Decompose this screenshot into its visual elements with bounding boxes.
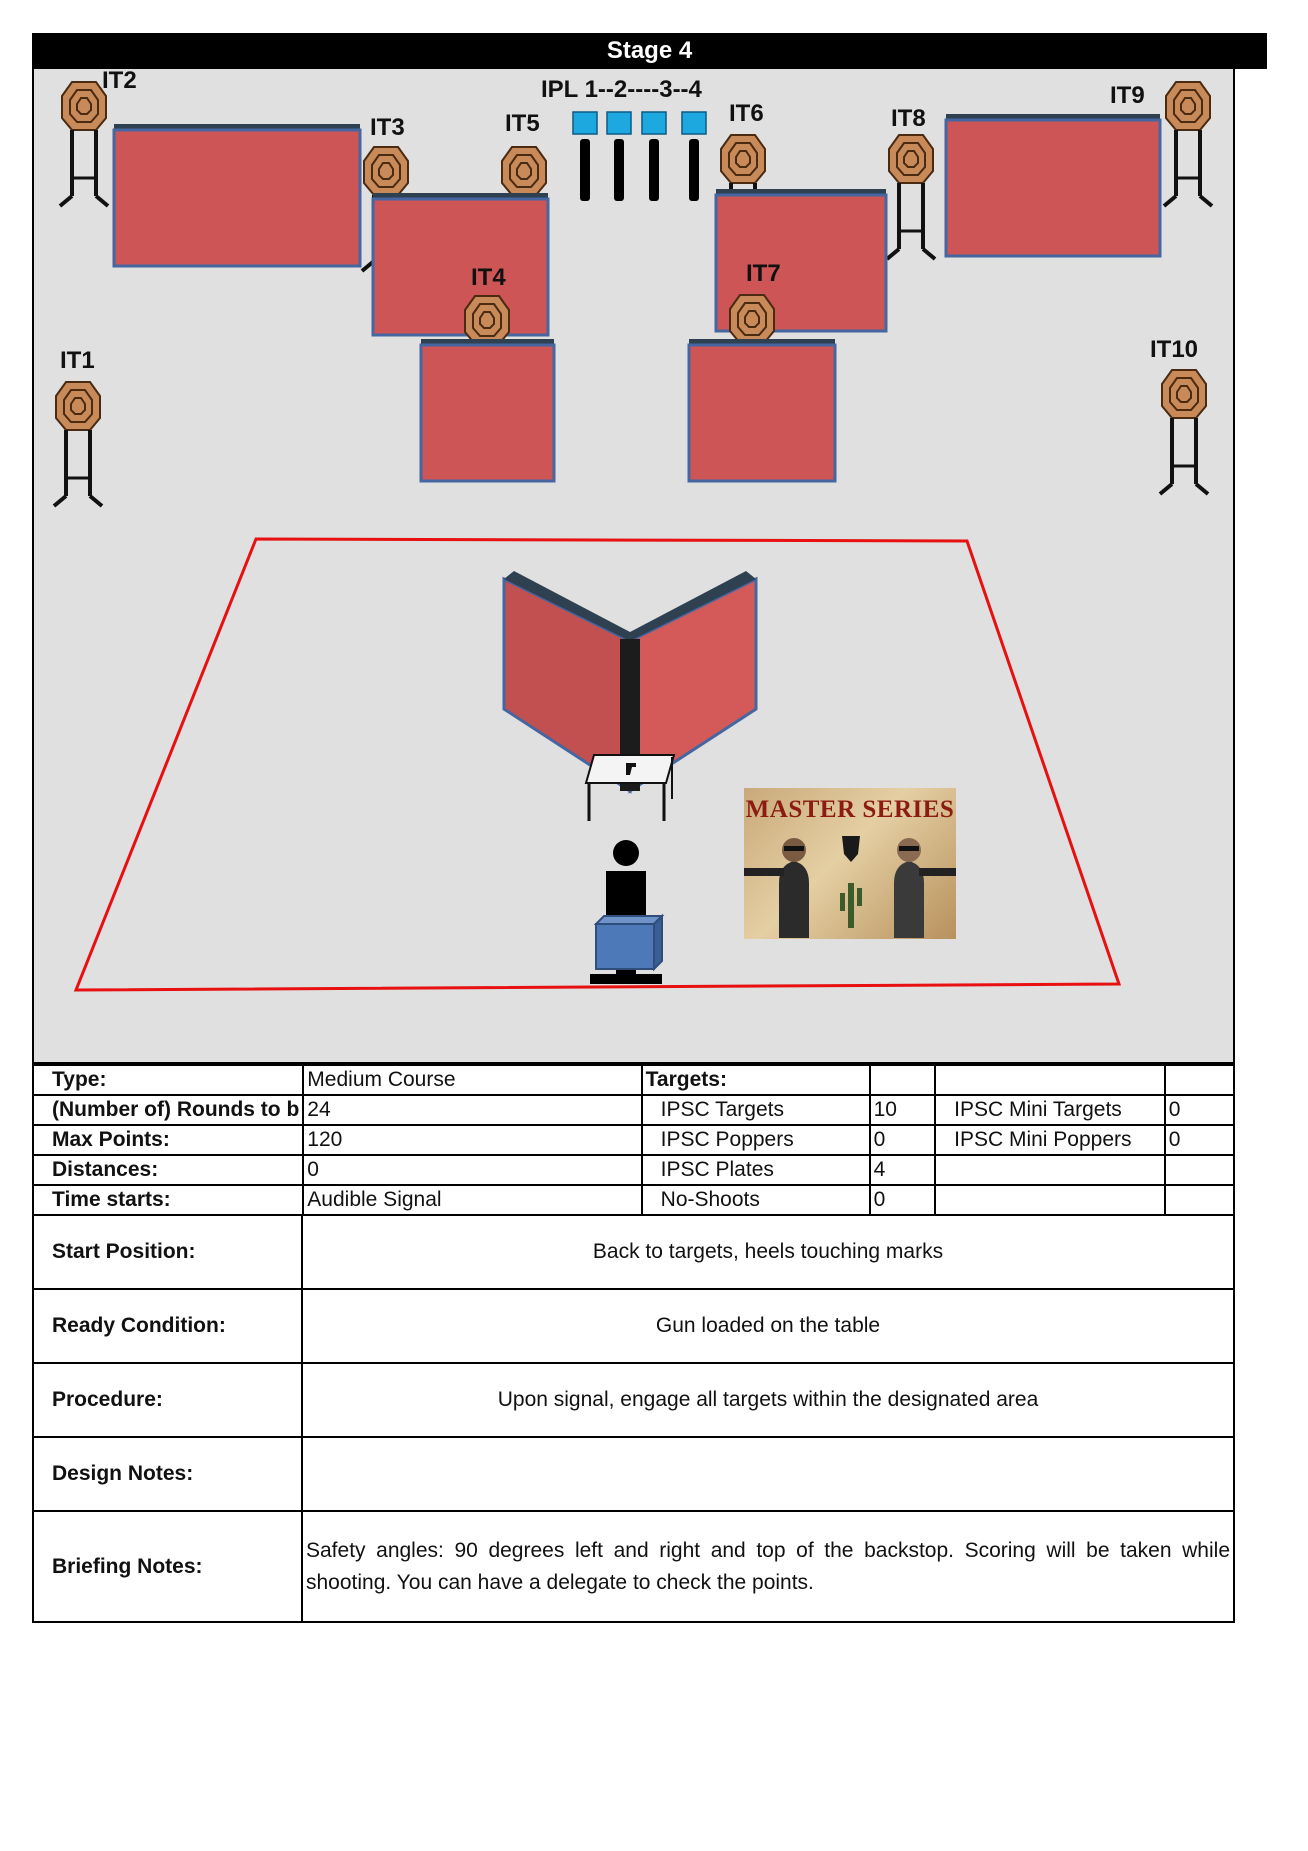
start-position-value: Back to targets, heels touching marks bbox=[302, 1215, 1234, 1289]
stage-diagram bbox=[32, 69, 1235, 1064]
briefing-notes-label: Briefing Notes: bbox=[33, 1511, 302, 1622]
ipsc-plates-value: 4 bbox=[870, 1155, 936, 1185]
label-ipl: IPL 1--2----3--4 bbox=[541, 76, 702, 103]
ipsc-mini-targets-label: IPSC Mini Targets bbox=[935, 1095, 1165, 1125]
wall-front-right bbox=[689, 339, 835, 481]
rounds-label: (Number of) Rounds to b bbox=[33, 1095, 303, 1125]
start-position-label: Start Position: bbox=[33, 1215, 302, 1289]
time-value: Audible Signal bbox=[303, 1185, 641, 1215]
time-label: Time starts: bbox=[33, 1185, 303, 1215]
ipsc-mini-targets-value: 0 bbox=[1165, 1095, 1234, 1125]
rounds-value: 24 bbox=[303, 1095, 641, 1125]
type-value: Medium Course bbox=[303, 1065, 641, 1095]
plates-ipl bbox=[573, 112, 706, 201]
label-it1: IT1 bbox=[60, 347, 95, 374]
stage-title: Stage 4 bbox=[32, 33, 1267, 69]
logo-text: MASTER SERIES bbox=[745, 796, 955, 823]
points-value: 120 bbox=[303, 1125, 641, 1155]
target-it10 bbox=[1160, 370, 1208, 494]
ipsc-plates-label: IPSC Plates bbox=[642, 1155, 870, 1185]
ipsc-poppers-value: 0 bbox=[870, 1125, 936, 1155]
target-it9 bbox=[1164, 82, 1212, 206]
target-it8 bbox=[887, 135, 935, 259]
label-it9: IT9 bbox=[1110, 82, 1145, 109]
ipsc-mini-poppers-label: IPSC Mini Poppers bbox=[935, 1125, 1165, 1155]
ipsc-poppers-label: IPSC Poppers bbox=[642, 1125, 870, 1155]
distances-label: Distances: bbox=[33, 1155, 303, 1185]
targets-label: Targets: bbox=[642, 1065, 870, 1095]
notes-table bbox=[32, 1214, 1235, 1623]
master-series-logo bbox=[744, 788, 956, 939]
label-it8: IT8 bbox=[891, 105, 926, 132]
wall-front-left bbox=[421, 339, 554, 481]
target-it1 bbox=[54, 382, 102, 506]
briefing-notes-value: Safety angles: 90 degrees left and right and top of the backstop. Scoring will be taken while shooting. You can have a delegate to check the points. bbox=[302, 1511, 1234, 1622]
label-it6: IT6 bbox=[729, 100, 764, 127]
wall-mid-left bbox=[373, 193, 548, 335]
procedure-label: Procedure: bbox=[33, 1363, 302, 1437]
target-it2 bbox=[60, 82, 108, 206]
type-label: Type: bbox=[33, 1065, 303, 1095]
ready-condition-value: Gun loaded on the table bbox=[302, 1289, 1234, 1363]
points-label: Max Points: bbox=[33, 1125, 303, 1155]
label-it3: IT3 bbox=[370, 114, 405, 141]
wall-back-right bbox=[946, 114, 1160, 256]
ipsc-targets-value: 10 bbox=[870, 1095, 936, 1125]
distances-value: 0 bbox=[303, 1155, 641, 1185]
ipsc-targets-label: IPSC Targets bbox=[642, 1095, 870, 1125]
design-notes-value bbox=[302, 1437, 1234, 1511]
design-notes-label: Design Notes: bbox=[33, 1437, 302, 1511]
no-shoots-value: 0 bbox=[870, 1185, 936, 1215]
procedure-value: Upon signal, engage all targets within the designated area bbox=[302, 1363, 1234, 1437]
label-it5: IT5 bbox=[505, 110, 540, 137]
shooter-figure bbox=[590, 840, 662, 984]
ready-condition-label: Ready Condition: bbox=[33, 1289, 302, 1363]
label-it2: IT2 bbox=[102, 69, 137, 94]
label-it7: IT7 bbox=[746, 260, 781, 287]
wall-back-left bbox=[114, 124, 360, 266]
ipsc-mini-poppers-value: 0 bbox=[1165, 1125, 1234, 1155]
info-table bbox=[32, 1064, 1235, 1216]
no-shoots-label: No-Shoots bbox=[642, 1185, 870, 1215]
label-it10: IT10 bbox=[1150, 336, 1199, 363]
label-it4: IT4 bbox=[471, 264, 506, 291]
